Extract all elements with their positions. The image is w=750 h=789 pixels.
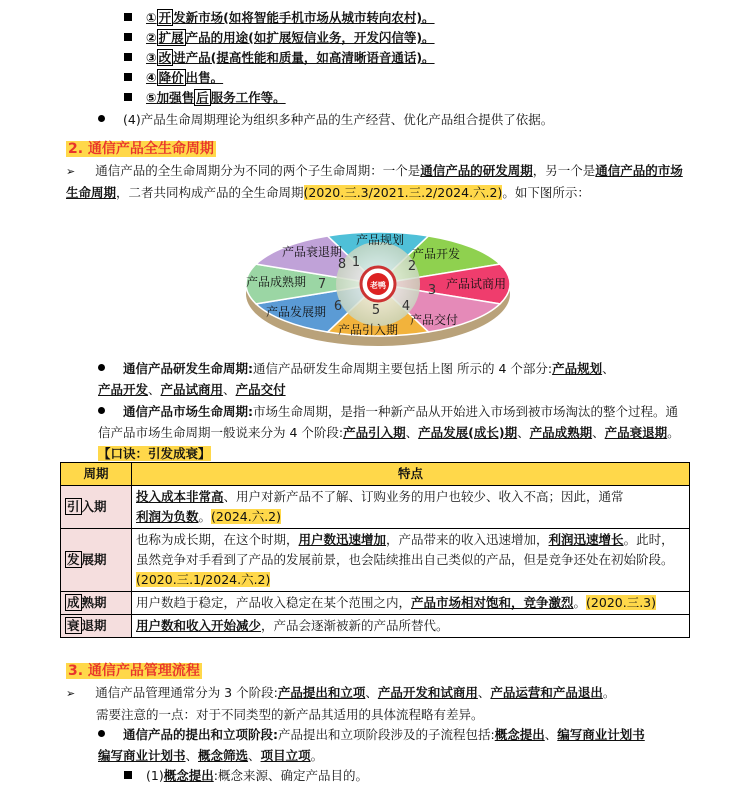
diagram-number: 3 <box>427 283 437 298</box>
list-item: ② 扩展 产品的用途(如扩展短信业务，开发闪信等)。 <box>124 28 435 46</box>
section-3-heading: 3. 通信产品管理流程 <box>68 663 200 679</box>
section-2-paragraph: ➢ 通信产品的全生命周期分为不同的两个子生命周期：一个是通信产品的研发周期，另一个是通信产品的市场生命周期，二者共同构成产品的全生命周期(2020.三.3/2021.三.2/2024.六.2)。如下图所示： <box>66 163 683 200</box>
table-row <box>61 486 690 529</box>
arrow-bullet-icon: ➢ <box>66 165 76 178</box>
table-row <box>61 592 690 615</box>
sub-item-1: (1)概念提出:概念来源、确定产品目的。 <box>124 766 368 784</box>
stage-cell: 发 展期 <box>61 529 132 592</box>
stage-cell: 引 入期 <box>61 486 132 529</box>
square-bullet-icon <box>124 73 132 81</box>
bullet-proposal-stage: 通信产品的提出和立项阶段:产品提出和立项阶段涉及的子流程包括:概念提出、编写商业计划书 编写商业计划书、概念筛选、项目立项。 <box>98 727 645 763</box>
feature-cell: 也称为成长期，在这个时期，用户数迅速增加，产品带来的收入迅速增加，利润迅速增长。此时，虽然竞争对手看到了产品的发展前景，也会陆续推出自己类似的产品，但是竞争还处在初始阶段。(2020.三.1/2024.六.2) <box>132 529 690 592</box>
table-header-features: 特点 <box>132 463 690 486</box>
diagram-number: 1 <box>351 255 361 270</box>
diagram-label: 产品开发 <box>411 247 461 261</box>
feature-cell: 用户数趋于稳定，产品收入稳定在某个范围之内，产品市场相对饱和，竞争激烈。(2020.三.3) <box>132 592 690 615</box>
bullet-market-lifecycle: 通信产品市场生命周期:市场生命周期，是指一种新产品从开始进入市场到被市场淘汰的整个过程。通信产品市场生命周期一般说来分为 4 个阶段:产品引入期、产品发展(成长)期、产品成熟期、产品衰退期。【口诀：引发成衰】 <box>98 404 680 461</box>
square-bullet-icon <box>124 93 132 101</box>
feature-cell: 投入成本非常高、用户对新产品不了解、订购业务的用户也较少、收入不高；因此，通常 利润为负数。(2024.六.2) <box>132 486 690 529</box>
section-2-heading: 2. 通信产品全生命周期 <box>68 141 214 157</box>
diagram-label: 产品试商用 <box>445 277 507 291</box>
list-item: ④ 降价 出售。 <box>124 68 223 86</box>
bullet-rd-lifecycle: 通信产品研发生命周期:通信产品研发生命周期主要包括上图 所示的 4 个部分:产品规划、 产品开发、产品试商用、产品交付 <box>98 361 615 397</box>
section-3-paragraph: ➢ 通信产品管理通常分为 3 个阶段:产品提出和立项、产品开发和试商用、产品运营和产品退出。 需要注意的一点：对于不同类型的新产品其适用的具体流程略有差异。 <box>66 685 616 722</box>
lifecycle-table <box>60 462 690 638</box>
table-row <box>61 529 690 592</box>
diagram-label: 产品规划 <box>355 233 405 247</box>
diagram-label: 产品交付 <box>409 313 459 327</box>
diagram-label: 产品发展期 <box>265 305 327 319</box>
diagram-label: 产品引入期 <box>337 323 399 337</box>
square-bullet-icon <box>124 33 132 41</box>
bullet-item-4: (4)产品生命周期理论为组织多种产品的生产经营、优化产品组合提供了依据。 <box>98 110 553 128</box>
list-item: ③ 改 进产品(提高性能和质量，如高清晰语音通话)。 <box>124 48 435 66</box>
diagram-number: 2 <box>407 259 417 274</box>
diagram-number: 5 <box>371 303 381 318</box>
table-header-row <box>61 463 690 486</box>
lifecycle-diagram <box>240 218 516 350</box>
feature-cell: 用户数和收入开始减少，产品会逐渐被新的产品所替代。 <box>132 615 690 638</box>
diagram-number: 4 <box>401 299 411 314</box>
diagram-number: 7 <box>317 277 327 292</box>
stage-cell: 衰 退期 <box>61 615 132 638</box>
arrow-bullet-icon: ➢ <box>66 687 76 700</box>
center-logo-text: 老鸭 <box>370 281 386 290</box>
bullet-dot-icon <box>98 364 105 371</box>
diagram-label: 产品衰退期 <box>281 245 343 259</box>
diagram-number: 8 <box>337 257 347 272</box>
table-header-period: 周期 <box>61 463 132 486</box>
square-bullet-icon <box>124 13 132 21</box>
diagram-label: 产品成熟期 <box>245 275 307 289</box>
square-bullet-icon <box>124 771 132 779</box>
square-bullet-icon <box>124 53 132 61</box>
bullet-dot-icon <box>98 115 105 122</box>
table-row <box>61 615 690 638</box>
list-item: ⑤加强售 后 服务工作等。 <box>124 88 286 106</box>
bullet-dot-icon <box>98 730 105 737</box>
stage-cell: 成 熟期 <box>61 592 132 615</box>
list-item: ① 开 发新市场(如将智能手机市场从城市转向农村)。 <box>124 8 435 26</box>
bullet-dot-icon <box>98 407 105 414</box>
diagram-number: 6 <box>333 299 343 314</box>
